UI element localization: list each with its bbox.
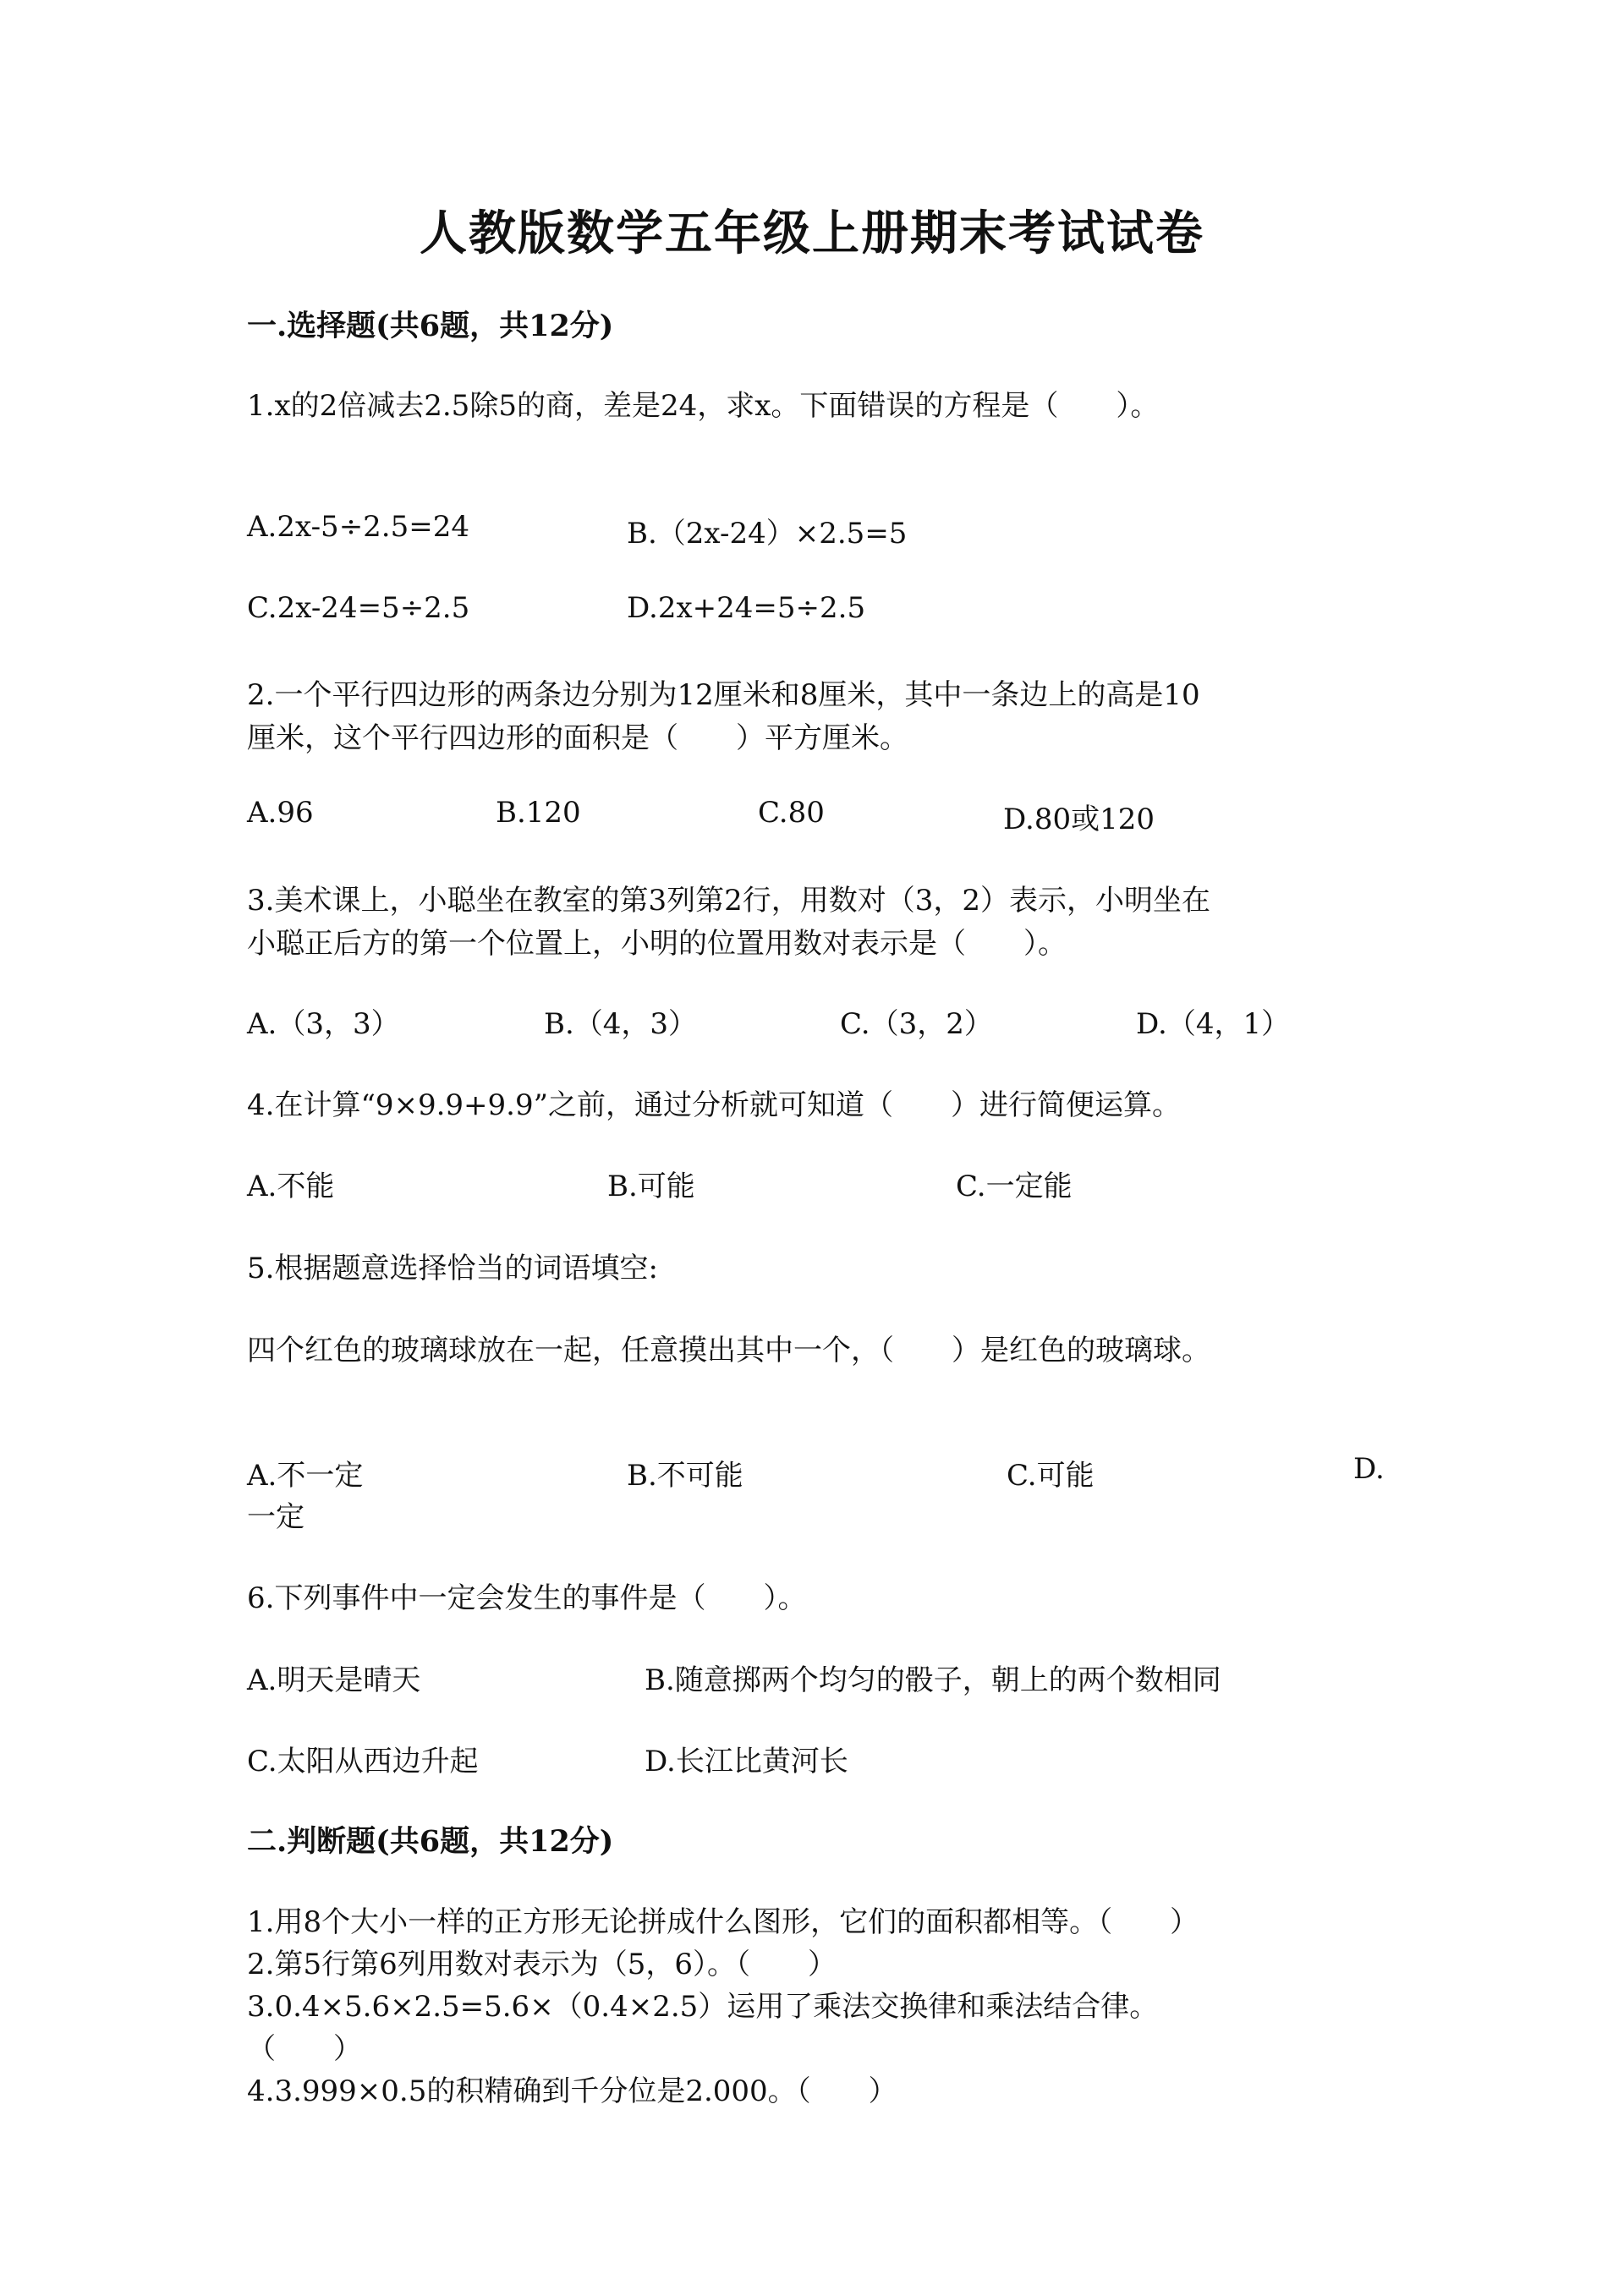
q4-option-a[interactable]: A.不能 (247, 1170, 335, 1203)
q1-option-a[interactable]: A.2x-5÷2.5=24 (247, 510, 470, 544)
q1-option-b[interactable]: B.（2x-24）×2.5=5 (627, 517, 908, 551)
question-5-stem-line-2: 四个红色的玻璃球放在一起，任意摸出其中一个，（ ）是红色的玻璃球。 (247, 1334, 1210, 1367)
question-1-stem: 1.x的2倍减去2.5除5的商，差是24，求x。下面错误的方程是（ ）。 (247, 389, 1160, 423)
judgment-item-4: 4.3.999×0.5的积精确到千分位是2.000。（ ） (247, 2074, 897, 2108)
q3-option-a[interactable]: A.（3，3） (247, 1007, 400, 1041)
question-3-stem-line-1: 3.美术课上，小聪坐在教室的第3列第2行，用数对（3，2）表示，小明坐在 (247, 884, 1210, 918)
q6-option-b[interactable]: B.随意掷两个均匀的骰子，朝上的两个数相同 (645, 1663, 1221, 1697)
q6-option-a[interactable]: A.明天是晴天 (247, 1663, 421, 1697)
section-2-heading: 二.判断题(共6题，共12分) (247, 1824, 614, 1859)
q6-option-c[interactable]: C.太阳从西边升起 (247, 1745, 479, 1778)
q4-option-c[interactable]: C.一定能 (956, 1170, 1073, 1203)
q1-option-d[interactable]: D.2x+24=5÷2.5 (627, 591, 866, 625)
q2-option-a[interactable]: A.96 (247, 796, 314, 830)
q2-option-d[interactable]: D.80或120 (1003, 803, 1155, 836)
question-6-stem: 6.下列事件中一定会发生的事件是（ ）。 (247, 1581, 807, 1615)
question-3-stem-line-2: 小聪正后方的第一个位置上，小明的位置用数对表示是（ ）。 (247, 927, 1067, 961)
q4-option-b[interactable]: B.可能 (607, 1170, 695, 1203)
judgment-item-1: 1.用8个大小一样的正方形无论拼成什么图形，它们的面积都相等。（ ） (247, 1905, 1199, 1939)
q5-option-a[interactable]: A.不一定 (247, 1459, 364, 1493)
q3-option-d[interactable]: D.（4，1） (1136, 1007, 1291, 1041)
q3-option-c[interactable]: C.（3，2） (840, 1007, 993, 1041)
judgment-item-3: 3.0.4×5.6×2.5=5.6×（0.4×2.5）运用了乘法交换律和乘法结合律。 (247, 1990, 1159, 2024)
judgment-item-2: 2.第5行第6列用数对表示为（5，6）。（ ） (247, 1948, 837, 1981)
section-1-heading: 一.选择题(共6题，共12分) (247, 309, 614, 343)
q3-option-b[interactable]: B.（4，3） (544, 1007, 698, 1041)
question-4-stem: 4.在计算“9×9.9+9.9”之前，通过分析就可知道（ ）进行简便运算。 (247, 1088, 1181, 1122)
judgment-item-3-blank: （ ） (247, 2032, 362, 2066)
q6-option-d[interactable]: D.长江比黄河长 (645, 1745, 848, 1778)
question-2-stem-line-1: 2.一个平行四边形的两条边分别为12厘米和8厘米，其中一条边上的高是10 (247, 678, 1200, 712)
q1-option-c[interactable]: C.2x-24=5÷2.5 (247, 591, 470, 625)
page-title: 人教版数学五年级上册期末考试试卷 (420, 205, 1204, 261)
q2-option-b[interactable]: B.120 (496, 796, 581, 830)
q2-option-c[interactable]: C.80 (758, 796, 825, 830)
question-2-stem-line-2: 厘米，这个平行四边形的面积是（ ）平方厘米。 (247, 721, 908, 755)
q5-option-d-wrap[interactable]: 一定 (247, 1500, 304, 1534)
q5-option-c[interactable]: C.可能 (1007, 1459, 1095, 1493)
question-5-stem-line-1: 5.根据题意选择恰当的词语填空: (247, 1252, 658, 1285)
q5-option-d[interactable]: D. (1353, 1452, 1385, 1486)
q5-option-b[interactable]: B.不可能 (627, 1459, 743, 1493)
